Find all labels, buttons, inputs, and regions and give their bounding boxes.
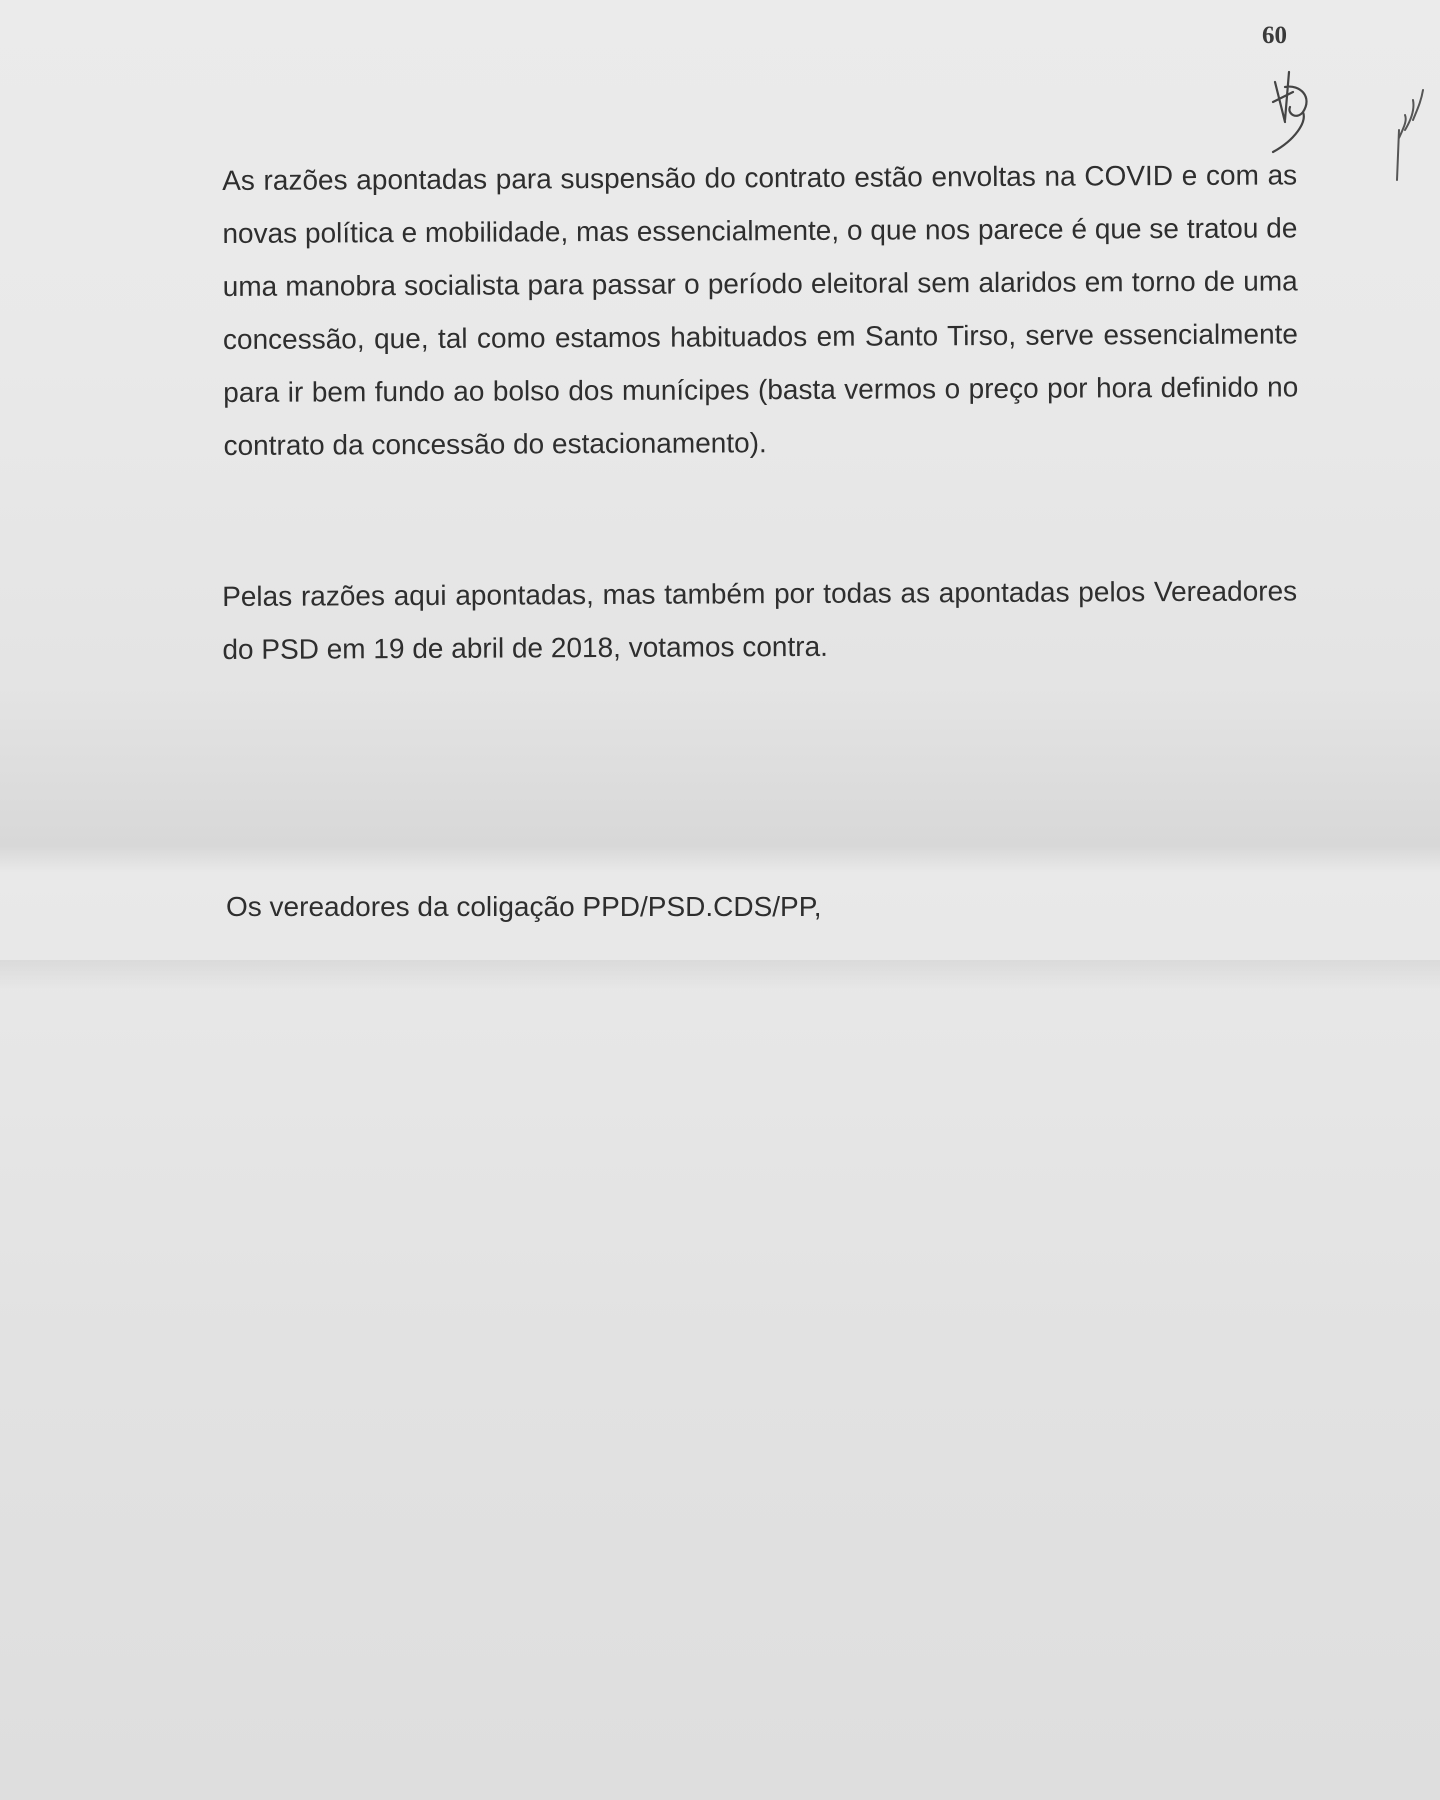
handwritten-initials-mark (1255, 62, 1335, 157)
paragraph-reasons: As razões apontadas para suspensão do contrato estão envoltas na COVID e com as novas política e mobilidade, mas essencialmente, o que nos parece é que se tratou de uma manobra socialista para passar o período eleitoral sem alaridos em torno de uma concessão, que, tal como estamos habituados em Santo Tirso, serve essencialmente para ir bem fundo ao bolso dos munícipes (basta vermos o preço por hora definido no contrato da concessão do estacionamento). (222, 159, 1299, 461)
paper-fold (0, 960, 1440, 990)
page-number: 60 (1262, 22, 1287, 49)
signature-line: Os vereadores da coligação PPD/PSD.CDS/PP, (226, 891, 822, 922)
paragraph-vote: Pelas razões aqui apontadas, mas também por todas as apontadas pelos Vereadores do PSD em 19 de abril de 2018, votamos contra. (222, 575, 1298, 665)
handwritten-margin-mark (1385, 80, 1435, 190)
